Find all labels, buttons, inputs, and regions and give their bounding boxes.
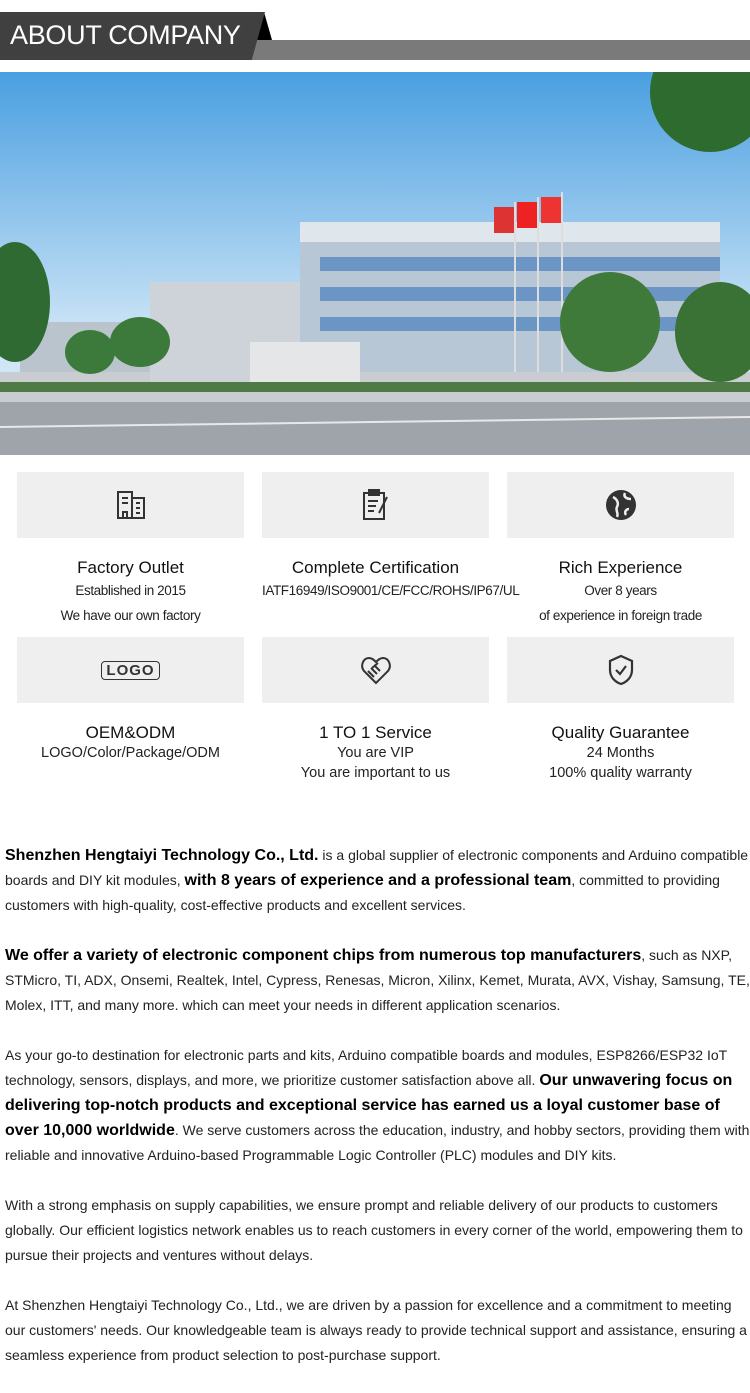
feature-certification xyxy=(262,472,520,603)
feature-service xyxy=(262,637,489,783)
handshake-heart-icon xyxy=(360,655,392,685)
paragraph-customers: As your go-to destination for electronic parts and kits, Arduino compatible boards and modules, ESP8266/ESP32 IoT technology, sensors, displays, and more, we prioritize customer satisfaction above all. Our unwavering focus on delivering top-notch products and exceptional service has earned us a loyal customer base of over 10,000 worldwide. We serve customers across the education, industry, and hobby sectors, providing them with reliable and innovative Arduino-based Programmable Logic Controller (PLC) modules and DIY kits. xyxy=(5,1047,750,1163)
clipboard-icon xyxy=(362,489,390,521)
feature-line: LOGO/Color/Package/ODM xyxy=(41,745,220,761)
building-icon xyxy=(116,490,146,520)
feature-factory-outlet xyxy=(17,472,244,628)
feature-line: 24 Months xyxy=(586,745,655,761)
paragraph-support: At Shenzhen Hengtaiyi Technology Co., Ltd., we are driven by a passion for excellence and a commitment to meeting our customers' needs. Our knowledgeable team is always ready to provide technical support and assistance, ensuring a seamless experience from product selection to post-purchase support. xyxy=(5,1297,747,1363)
feature-title: Rich Experience xyxy=(558,558,683,577)
header-bar xyxy=(250,40,750,60)
company-description xyxy=(5,843,750,1393)
feature-line: You are important to us xyxy=(300,765,451,781)
shield-check-icon xyxy=(607,654,635,686)
feature-title: Quality Guarantee xyxy=(551,723,690,742)
feature-title: OEM&ODM xyxy=(85,723,176,742)
feature-line: IATF16949/ISO9001/CE/FCC/ROHS/IP67/UL xyxy=(262,583,520,598)
globe-icon xyxy=(605,489,637,521)
feature-title: 1 TO 1 Service xyxy=(319,723,432,742)
factory-photo xyxy=(0,72,750,455)
feature-line: You are VIP xyxy=(337,745,414,761)
feature-line: Over 8 years xyxy=(584,583,657,598)
feature-experience xyxy=(507,472,734,628)
section-header xyxy=(0,12,750,60)
feature-title: Complete Certification xyxy=(291,558,460,577)
feature-line: 100% quality warranty xyxy=(549,765,692,781)
feature-quality xyxy=(507,637,734,783)
feature-title: Factory Outlet xyxy=(77,558,184,577)
feature-line: We have our own factory xyxy=(60,608,201,623)
feature-line: Established in 2015 xyxy=(75,583,186,598)
paragraph-intro: Shenzhen Hengtaiyi Technology Co., Ltd. is a global supplier of electronic components and Arduino compatible boards and DIY kit modules, with 8 years of experience and a professional team, committed to providing customers with high-quality, cost-effective products and excellent services. xyxy=(5,847,749,913)
logo-icon: LOGO xyxy=(101,661,159,680)
feature-line: of experience in foreign trade xyxy=(539,608,702,623)
feature-oem-odm xyxy=(17,637,244,763)
section-title: ABOUT COMPANY xyxy=(10,20,241,50)
paragraph-supply: With a strong emphasis on supply capabilities, we ensure prompt and reliable delivery of our products to customers globally. Our efficient logistics network enables us to reach customers in every corner of the world, empowering them to pursue their projects and ventures without delays. xyxy=(5,1197,743,1263)
paragraph-manufacturers: We offer a variety of electronic component chips from numerous top manufacturers, such as NXP, STMicro, TI, ADX, Onsemi, Realtek, Intel, Cypress, Renesas, Micron, Xilinx, Kemet, Murata, AVX, Vishay, Samsung, TE, Molex, ITT, and many more. which can meet your needs in different application scenarios. xyxy=(5,947,750,1013)
